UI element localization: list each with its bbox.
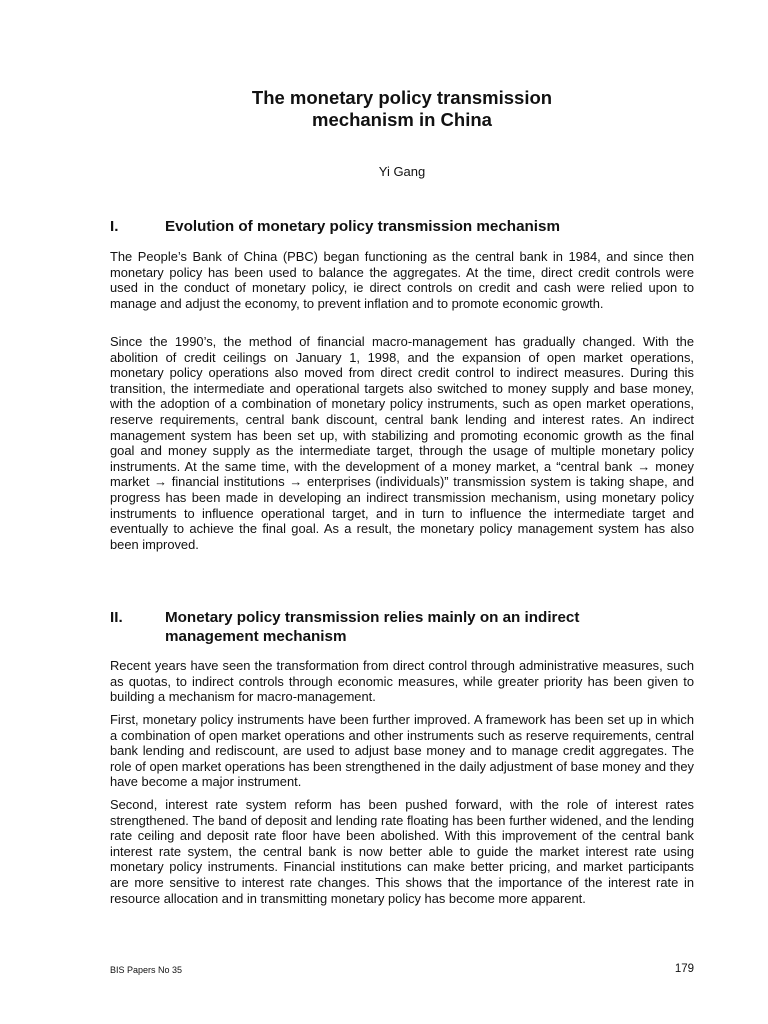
section-1-number: I.	[110, 218, 119, 235]
section-2-heading	[110, 608, 694, 652]
footer-page-number: 179	[674, 963, 694, 975]
section-2-title-line-1: Monetary policy transmission relies mainly on an indirect	[165, 609, 580, 626]
section-2-number: II.	[110, 609, 123, 626]
section-1-paragraph-1: The People’s Bank of China (PBC) began functioning as the central bank in 1984, and since then monetary policy has been used to balance the aggregates. At the time, direct credit controls were used in the conduct of monetary policy, ie direct controls on credit and cash were relied upon to manage and adjust the economy, to prevent inflation and to promote economic growth.	[110, 249, 694, 311]
document-title-line-2: mechanism in China	[312, 109, 492, 130]
document-title-line-1: The monetary policy transmission	[251, 87, 553, 108]
section-1-title: Evolution of monetary policy transmission mechanism	[165, 218, 560, 235]
section-2-paragraph-2: First, monetary policy instruments have been further improved. A framework has been set up in which a combination of open market operations and other instruments such as reserve requirements, central bank lending and rediscount, are used to adjust base money and to manage credit aggregates. The role of open market operations has been strengthened in the daily adjustment of base money and they have become a major instrument.	[110, 712, 694, 790]
section-2-paragraph-1: Recent years have seen the transformation from direct control through administrative measures, such as quotas, to indirect controls through economic measures, while greater priority has been given to building a mechanism for macro-management.	[110, 658, 694, 705]
section-2-paragraph-3: Second, interest rate system reform has been pushed forward, with the role of interest rates strengthened. The band of deposit and lending rate floating has been further widened, and the lending rate ceiling and deposit rate floor have been abolished. With this improvement of the central bank interest rate system, the central bank is now better able to guide the market interest rate using monetary policy instruments. Financial institutions can make better pricing, and market participants are more sensitive to interest rate changes. This shows that the importance of the interest rate in resource allocation and in transmitting monetary policy has become more apparent.	[110, 797, 694, 906]
section-2-title-line-2: management mechanism	[165, 628, 347, 645]
footer-source: BIS Papers No 35	[110, 965, 183, 975]
section-1-paragraph-2: Since the 1990’s, the method of financial macro-management has gradually changed. With the abolition of credit ceilings on January 1, 1998, and the expansion of open market operations, monetary policy operations also moved from direct credit control to indirect measures. During this transition, the intermediate and operational targets also switched to money supply and base money, with the adoption of a combination of monetary policy instruments, such as open market operations, reserve requirements, central bank discount, central bank lending and interest rates. An indirect management system has been set up, with stabilizing and promoting economic growth as the final goal and money supply as the intermediate target, through the usage of multiple monetary policy instruments. At the same time, with the development of a money market, a “central bank → money market → financial institutions → enterprises (individuals)” transmission system is taking shape, and progress has been made in developing an indirect transmission mechanism, using monetary policy instruments to influence operational target, and in turn to influence the intermediate target and eventually to achieve the final goal. As a result, the monetary policy management system has also been improved.	[110, 334, 694, 552]
author-name: Yi Gang	[378, 164, 426, 179]
